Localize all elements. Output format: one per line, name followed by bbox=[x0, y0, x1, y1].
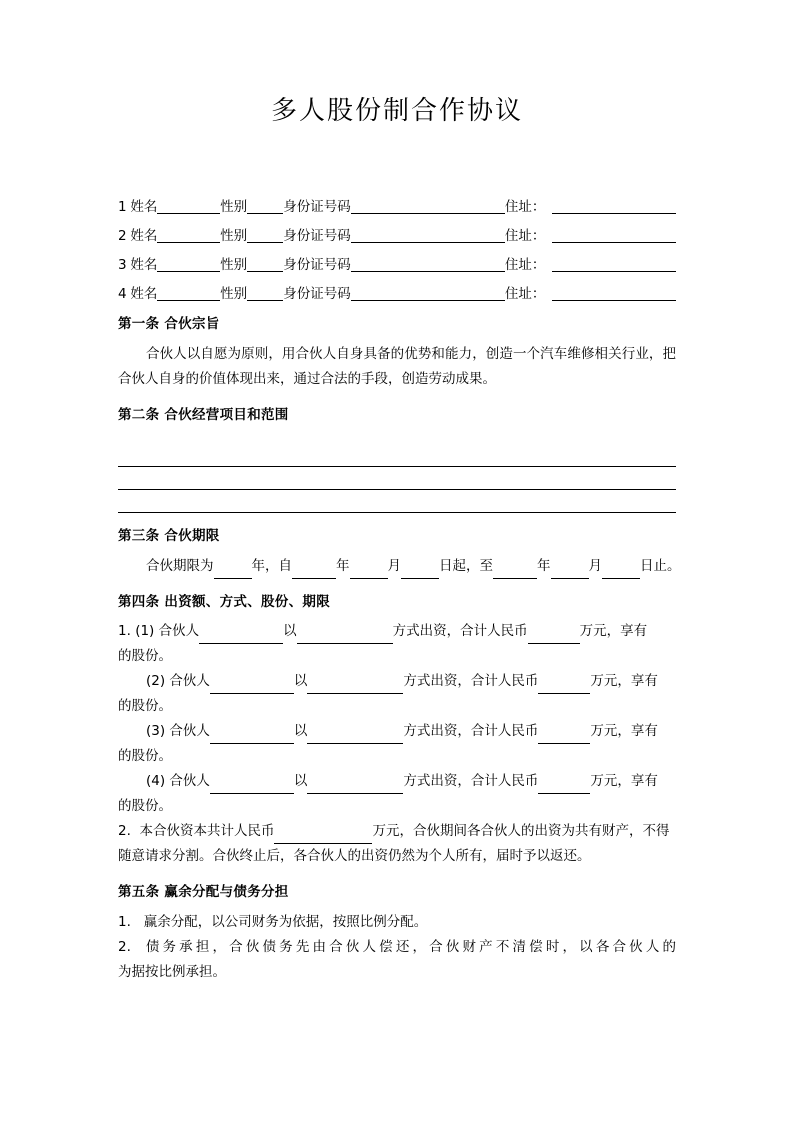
term-text-h: 日止。 bbox=[640, 557, 681, 574]
term-text-a: 合伙期限为 bbox=[146, 557, 214, 574]
gender-label: 性别 bbox=[220, 227, 248, 244]
party-info-block bbox=[118, 185, 676, 301]
term-text-b: 年，自 bbox=[251, 557, 292, 574]
id-input[interactable] bbox=[351, 198, 505, 214]
amount-suffix: 万元，享有 bbox=[579, 623, 648, 640]
article-4-heading: 第四条 出资额、方式、股份、期限 bbox=[118, 593, 330, 610]
name-input[interactable] bbox=[157, 285, 220, 301]
contribution-item-2 bbox=[118, 669, 676, 694]
blank-rule-line[interactable] bbox=[118, 444, 676, 467]
total-capital-line bbox=[118, 819, 676, 844]
contribution-item-2-cont: 的股份。 bbox=[118, 698, 172, 715]
term-text-f: 年 bbox=[537, 557, 551, 574]
partner-name-input[interactable] bbox=[210, 678, 294, 694]
method-text: 方式出资，合计人民币 bbox=[403, 773, 539, 790]
contribution-item-3-cont: 的股份。 bbox=[118, 748, 172, 765]
partner-name-input[interactable] bbox=[199, 628, 283, 644]
gender-input[interactable] bbox=[247, 285, 283, 301]
address-input[interactable] bbox=[552, 198, 676, 214]
id-input[interactable] bbox=[351, 256, 505, 272]
party-row bbox=[118, 185, 676, 214]
id-label: 身份证号码 bbox=[283, 285, 351, 302]
page-title: 多人股份制合作协议 bbox=[270, 96, 523, 126]
item-number: 2. bbox=[118, 823, 131, 840]
party-index: 2 bbox=[118, 227, 127, 244]
contribution-item-4 bbox=[118, 769, 676, 794]
start-day-input[interactable] bbox=[401, 563, 439, 579]
blank-rule-line[interactable] bbox=[118, 490, 676, 513]
start-month-input[interactable] bbox=[350, 563, 388, 579]
party-index: 3 bbox=[118, 256, 127, 273]
article-3-term-line bbox=[118, 554, 681, 579]
by-label: 以 bbox=[293, 773, 308, 790]
name-label: 姓名 bbox=[130, 227, 158, 244]
address-label: 住址： bbox=[504, 256, 546, 273]
document-content bbox=[118, 0, 681, 985]
partner-label: 合伙人 bbox=[169, 673, 210, 690]
partner-label: 合伙人 bbox=[169, 773, 210, 790]
party-index: 4 bbox=[118, 285, 127, 302]
address-input[interactable] bbox=[552, 227, 676, 243]
gender-input[interactable] bbox=[247, 198, 283, 214]
party-row bbox=[118, 214, 676, 243]
end-year-input[interactable] bbox=[493, 563, 537, 579]
by-label: 以 bbox=[293, 723, 308, 740]
address-label: 住址： bbox=[504, 227, 546, 244]
article-5-heading: 第五条 赢余分配与债务分担 bbox=[118, 884, 289, 901]
contribution-amount-input[interactable] bbox=[538, 678, 590, 694]
term-text-e: 日起，至 bbox=[439, 557, 493, 574]
item-number: 1. bbox=[118, 623, 131, 640]
article-2-heading: 第二条 合伙经营项目和范围 bbox=[118, 406, 289, 423]
address-input[interactable] bbox=[552, 285, 676, 301]
name-input[interactable] bbox=[157, 227, 220, 243]
partner-name-input[interactable] bbox=[210, 728, 294, 744]
end-month-input[interactable] bbox=[551, 563, 589, 579]
item-number: 2. bbox=[118, 938, 131, 955]
sub-item-marker: (3) bbox=[146, 723, 166, 740]
id-label: 身份证号码 bbox=[283, 227, 351, 244]
by-label: 以 bbox=[283, 623, 297, 640]
id-label: 身份证号码 bbox=[283, 198, 351, 215]
amount-suffix: 万元，享有 bbox=[590, 773, 658, 790]
name-input[interactable] bbox=[157, 256, 220, 272]
contribution-item-1 bbox=[118, 619, 676, 644]
party-row bbox=[118, 272, 676, 301]
sub-item-marker: (2) bbox=[146, 673, 166, 690]
gender-label: 性别 bbox=[220, 198, 248, 215]
contribution-amount-input[interactable] bbox=[528, 628, 580, 644]
id-label: 身份证号码 bbox=[283, 256, 351, 273]
contribution-item-1-cont: 的股份。 bbox=[118, 648, 172, 665]
gender-input[interactable] bbox=[247, 227, 283, 243]
term-years-input[interactable] bbox=[214, 563, 252, 579]
partner-name-input[interactable] bbox=[210, 778, 294, 794]
method-text: 方式出资，合计人民币 bbox=[392, 623, 528, 640]
party-index: 1 bbox=[118, 198, 127, 215]
debt-sharing-item bbox=[118, 935, 676, 960]
name-input[interactable] bbox=[157, 198, 220, 214]
blank-rule-line[interactable] bbox=[118, 467, 676, 490]
address-label: 住址： bbox=[504, 285, 546, 302]
gender-input[interactable] bbox=[247, 256, 283, 272]
total-capital-label: 本合伙资本共计人民币 bbox=[139, 823, 275, 840]
contribution-amount-input[interactable] bbox=[538, 778, 590, 794]
sub-item-marker: (1) bbox=[135, 623, 155, 640]
start-year-input[interactable] bbox=[292, 563, 336, 579]
contribution-method-input[interactable] bbox=[297, 628, 393, 644]
address-label: 住址： bbox=[504, 198, 546, 215]
address-input[interactable] bbox=[552, 256, 676, 272]
amount-suffix: 万元，享有 bbox=[590, 673, 658, 690]
debt-sharing-cont: 为据按比例承担。 bbox=[118, 963, 226, 980]
contribution-item-4-cont: 的股份。 bbox=[118, 798, 172, 815]
partner-label: 合伙人 bbox=[158, 623, 200, 640]
profit-distribution-item bbox=[118, 910, 676, 935]
total-capital-input[interactable] bbox=[274, 828, 372, 844]
party-row bbox=[118, 243, 676, 272]
contribution-method-input[interactable] bbox=[307, 778, 403, 794]
article-1-body: 合伙人以自愿为原则，用合伙人自身具备的优势和能力，创造一个汽车维修相关行业，把合伙人自身的价值体现出来，通过合法的手段，创造劳动成果。 bbox=[118, 345, 676, 387]
id-input[interactable] bbox=[351, 285, 505, 301]
name-label: 姓名 bbox=[130, 198, 158, 215]
article-3-heading: 第三条 合伙期限 bbox=[118, 528, 220, 545]
amount-suffix: 万元，享有 bbox=[590, 723, 658, 740]
term-text-c: 年 bbox=[336, 557, 350, 574]
total-capital-suffix: 万元，合伙期间各合伙人的出资为共有财产，不得 bbox=[372, 823, 670, 840]
method-text: 方式出资，合计人民币 bbox=[403, 723, 539, 740]
term-text-g: 月 bbox=[588, 557, 602, 574]
profit-distribution-text: 赢余分配，以公司财务为依据，按照比例分配。 bbox=[143, 913, 428, 930]
term-text-d: 月 bbox=[387, 557, 401, 574]
sub-item-marker: (4) bbox=[146, 773, 166, 790]
partner-label: 合伙人 bbox=[169, 723, 210, 740]
contribution-item-3 bbox=[118, 719, 676, 744]
item-number: 1. bbox=[118, 913, 131, 930]
by-label: 以 bbox=[293, 673, 308, 690]
debt-sharing-text: 债务承担，合伙债务先由合伙人偿还，合伙财产不清偿时，以各合伙人的 bbox=[145, 938, 676, 955]
id-input[interactable] bbox=[351, 227, 505, 243]
gender-label: 性别 bbox=[220, 256, 248, 273]
contribution-method-input[interactable] bbox=[307, 678, 403, 694]
name-label: 姓名 bbox=[130, 285, 158, 302]
article-2-blank-lines bbox=[118, 444, 676, 513]
contribution-method-input[interactable] bbox=[307, 728, 403, 744]
end-day-input[interactable] bbox=[602, 563, 640, 579]
method-text: 方式出资，合计人民币 bbox=[403, 673, 539, 690]
gender-label: 性别 bbox=[220, 285, 248, 302]
contribution-amount-input[interactable] bbox=[538, 728, 590, 744]
article-1-heading: 第一条 合伙宗旨 bbox=[118, 316, 220, 333]
name-label: 姓名 bbox=[130, 256, 158, 273]
total-capital-cont: 随意请求分割。合伙终止后，各合伙人的出资仍然为个人所有，届时予以返还。 bbox=[118, 848, 591, 865]
